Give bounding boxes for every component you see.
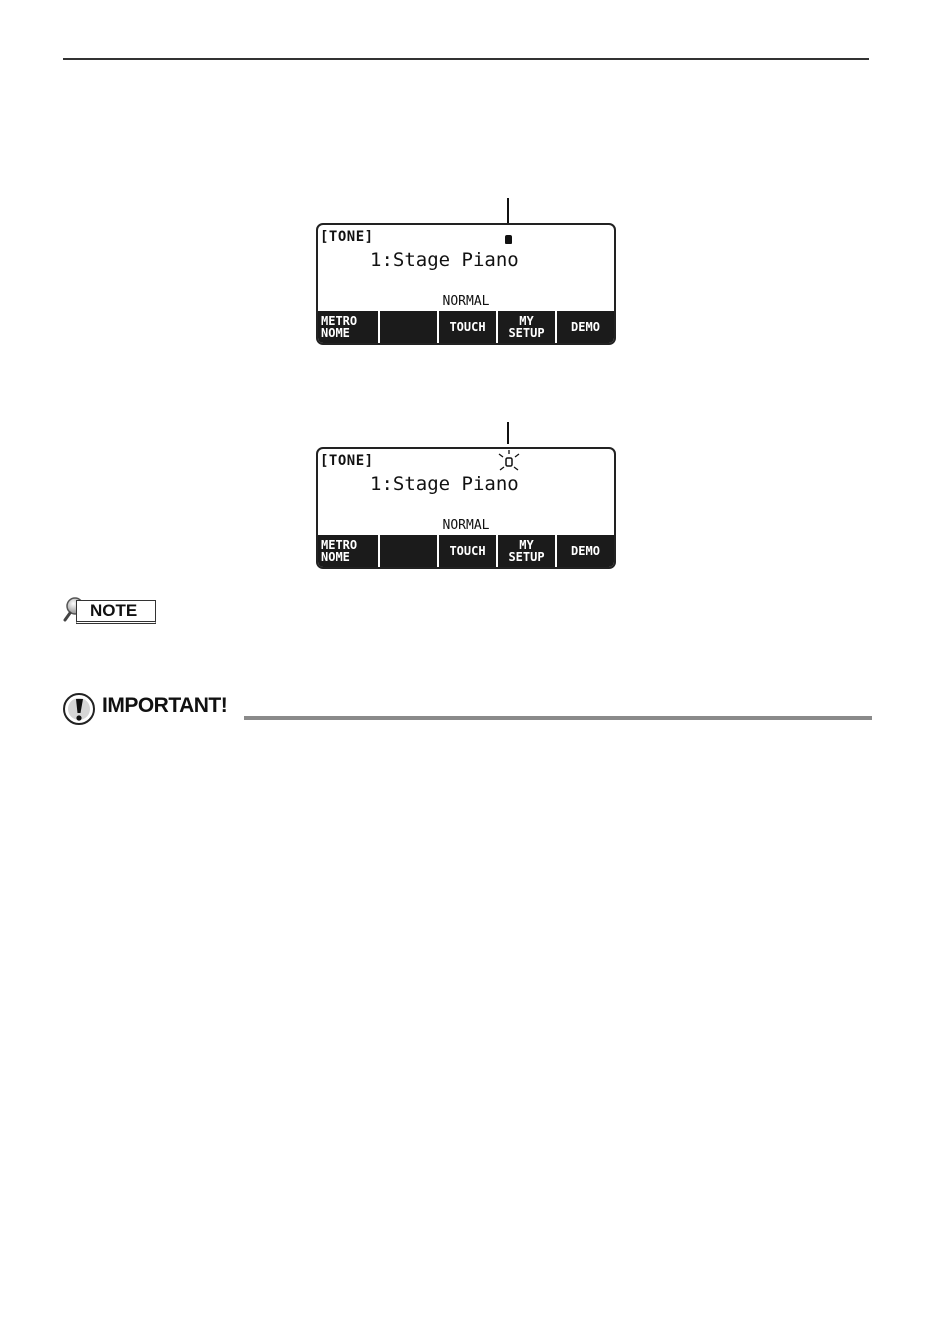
touch-mode: NORMAL	[442, 294, 490, 309]
lcd-header: [TONE]	[320, 453, 374, 469]
lcd-screen-flashing	[316, 447, 616, 569]
top-rule	[63, 58, 869, 60]
soft-key-demo[interactable]: DEMO	[557, 311, 614, 343]
lcd-header: [TONE]	[320, 229, 374, 245]
soft-key-demo[interactable]: DEMO	[557, 535, 614, 567]
tone-name: 1:Stage Piano	[370, 249, 519, 271]
soft-key-metronome[interactable]: METRO NOME	[318, 311, 378, 343]
exclamation-icon	[62, 692, 96, 726]
lock-icon	[505, 235, 512, 244]
lcd-screen-locked	[316, 223, 616, 345]
important-rule	[244, 716, 872, 720]
callout-line	[507, 198, 509, 224]
touch-mode: NORMAL	[442, 518, 490, 533]
soft-key-row	[318, 311, 614, 343]
flashing-lock-icon	[495, 448, 523, 474]
soft-key-blank[interactable]	[380, 535, 437, 567]
callout-line	[507, 422, 509, 444]
note-label: NOTE	[90, 601, 138, 620]
tone-name: 1:Stage Piano	[370, 473, 519, 495]
note-badge	[62, 596, 158, 624]
soft-key-metronome[interactable]: METRO NOME	[318, 535, 378, 567]
important-header	[62, 692, 872, 726]
soft-key-touch[interactable]: TOUCH	[439, 535, 496, 567]
important-label: IMPORTANT!	[102, 694, 228, 717]
soft-key-touch[interactable]: TOUCH	[439, 311, 496, 343]
soft-key-row	[318, 535, 614, 567]
soft-key-my-setup[interactable]: MY SETUP	[498, 311, 555, 343]
soft-key-blank[interactable]	[380, 311, 437, 343]
soft-key-my-setup[interactable]: MY SETUP	[498, 535, 555, 567]
